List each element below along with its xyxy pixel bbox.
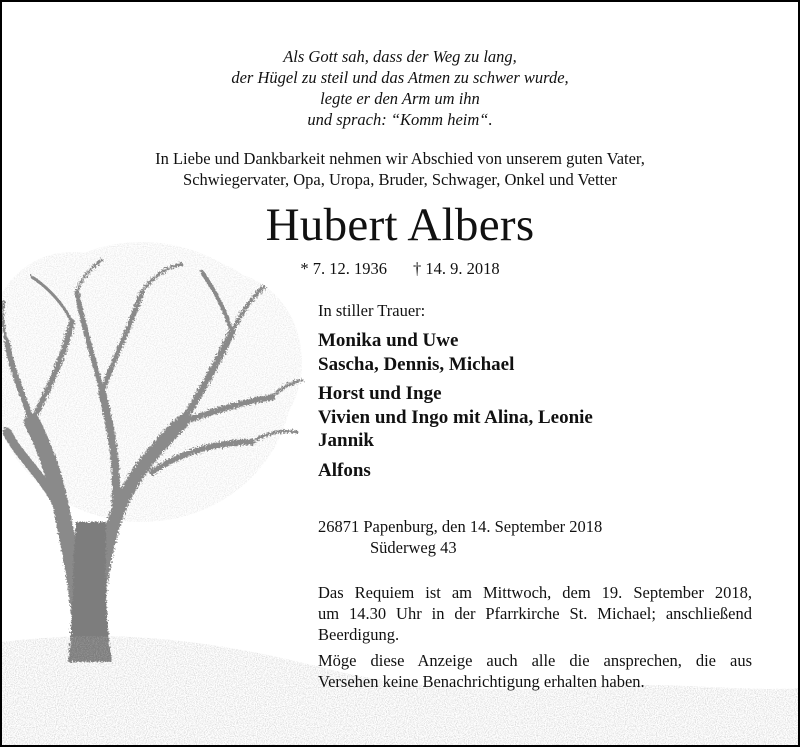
notice-line: Möge diese Anzeige auch alle die ansprechen, die aus [318, 651, 752, 670]
mourners-label: In stiller Trauer: [318, 301, 426, 320]
poem-line: der Hügel zu steil und das Atmen zu schwer wurde, [231, 68, 569, 87]
mourner-name: Monika und Uwe [318, 330, 459, 351]
requiem-line: um 14.30 Uhr in der Pfarrkirche St. Michael; anschließend [318, 604, 752, 623]
mourners-list [318, 329, 758, 482]
poem-line: und sprach: “Komm heim“. [307, 110, 493, 129]
poem-line: legte er den Arm um ihn [320, 89, 480, 108]
mourner-name: Vivien und Ingo mit Alina, Leonie [318, 406, 593, 428]
intro-text [2, 148, 798, 190]
mourner-name: Alfons [318, 459, 371, 481]
mourner-name: Jannik [318, 430, 374, 451]
life-dates [2, 258, 798, 279]
birth-date: * 7. 12. 1936 [300, 259, 387, 278]
deceased-name: Hubert Albers [265, 199, 535, 251]
place-date-line: 26871 Papenburg, den 14. September 2018 [318, 517, 603, 536]
death-date: † 14. 9. 2018 [413, 259, 500, 278]
requiem-info [318, 582, 752, 645]
notice-text [318, 650, 752, 692]
poem [2, 46, 798, 130]
intro-line: Schwiegervater, Opa, Uropa, Bruder, Schwager, Onkel und Vetter [183, 170, 617, 189]
mourner-name: Sascha, Dennis, Michael [318, 353, 515, 375]
mourner-name: Horst und Inge [318, 383, 442, 404]
requiem-line: Das Requiem ist am Mittwoch, dem 19. September 2018, [318, 583, 752, 602]
notice-line: Versehen keine Benachrichtigung erhalten haben. [318, 672, 645, 691]
street-address: Süderweg 43 [370, 538, 457, 557]
intro-line: In Liebe und Dankbarkeit nehmen wir Abschied von unserem guten Vater, [155, 149, 645, 168]
poem-line: Als Gott sah, dass der Weg zu lang, [283, 47, 517, 66]
place-and-date [318, 516, 758, 558]
requiem-line: Beerdigung. [318, 625, 400, 644]
